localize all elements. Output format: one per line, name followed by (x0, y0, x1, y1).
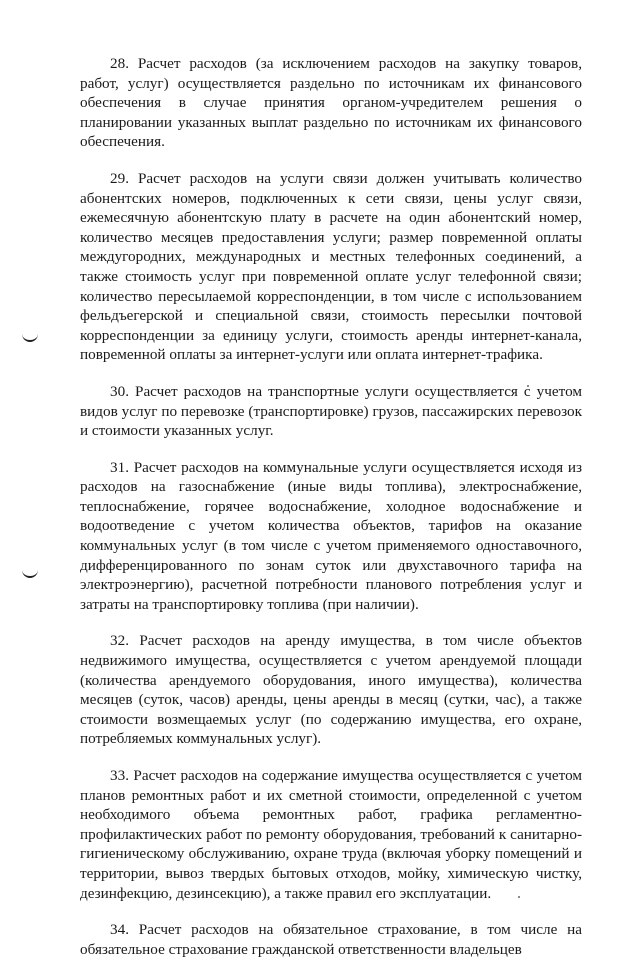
paragraph-28: 28. Расчет расходов (за исключением расходов на закупку товаров, работ, услуг) осуществляется раздельно по источникам их финансового обеспечения в случае принятия органом-учредителем решения о планировании указанных выплат раздельно по источникам их финансового обеспечения. (80, 55, 582, 151)
paragraph-32: 32. Расчет расходов на аренду имущества, в том числе объектов недвижимого имущества, осуществляется с учетом арендуемой площади (количества арендуемого оборудования, иного имущества), количества месяцев (суток, часов) аренды, цены аренды в месяц (сутки, час), а также стоимости возмещаемых услуг (по содержанию имущества, его охране, потребляемых коммунальных услуг). (80, 632, 582, 748)
paragraph-29: 29. Расчет расходов на услуги связи должен учитывать количество абонентских номеров, подключенных к сети связи, цены услуг связи, ежемесячную абонентскую плату в расчете на один абонентский номер, количество месяцев предоставления услуги; размер повременной оплаты междугородних, международных и местных телефонных соединений, а также стоимость услуг при повременной оплате услуг телефонной связи; количество пересылаемой корреспонденции, в том числе с использованием фельдъегерской и специальной связи, стоимость пересылки почтовой корреспонденции за единицу услуги, стоимость аренды интернет-канала, повременной оплаты за интернет-услуги или оплата интернет-трафика. (80, 169, 582, 364)
document-page (80, 54, 582, 976)
paragraph-33: 33. Расчет расходов на содержание имущества осуществляется с учетом планов ремонтных работ и их сметной стоимости, определенной с учетом необходимого объема ремонтных работ, графика регламентно-профилактических работ по ремонту оборудования, требований к санитарно-гигиеническому обслуживанию, охране труда (включая уборку помещений и территории, вывоз твердых бытовых отходов, мойку, химическую чистку, дезинфекцию, дезинсекцию), а также правил его эксплуатации. (80, 767, 582, 902)
paragraph-34: 34. Расчет расходов на обязательное страхование, в том числе на обязательное страхование гражданской ответственности владельцев (80, 921, 582, 958)
paragraph-31: 31. Расчет расходов на коммунальные услуги осуществляется исходя из расходов на газоснабжение (иные виды топлива), электроснабжение, теплоснабжение, горячее водоснабжение, холодное водоснабжение и водоотведение с учетом количества объектов, тарифов на оказание коммунальных услуг (в том числе с учетом применяемого одноставочного, дифференцированного по зонам суток или двухставочного тарифа на электроэнергию), расчетной потребности планового потребления услуг и затраты на транспортировку топлива (при наличии). (80, 458, 582, 613)
paragraph-30: 30. Расчет расходов на транспортные услуги осуществляется с учетом видов услуг по перевозке (транспортировке) грузов, пассажирских перевозок и стоимости указанных услуг. (80, 382, 582, 440)
binding-mark (22, 330, 38, 342)
binding-mark (22, 566, 38, 578)
